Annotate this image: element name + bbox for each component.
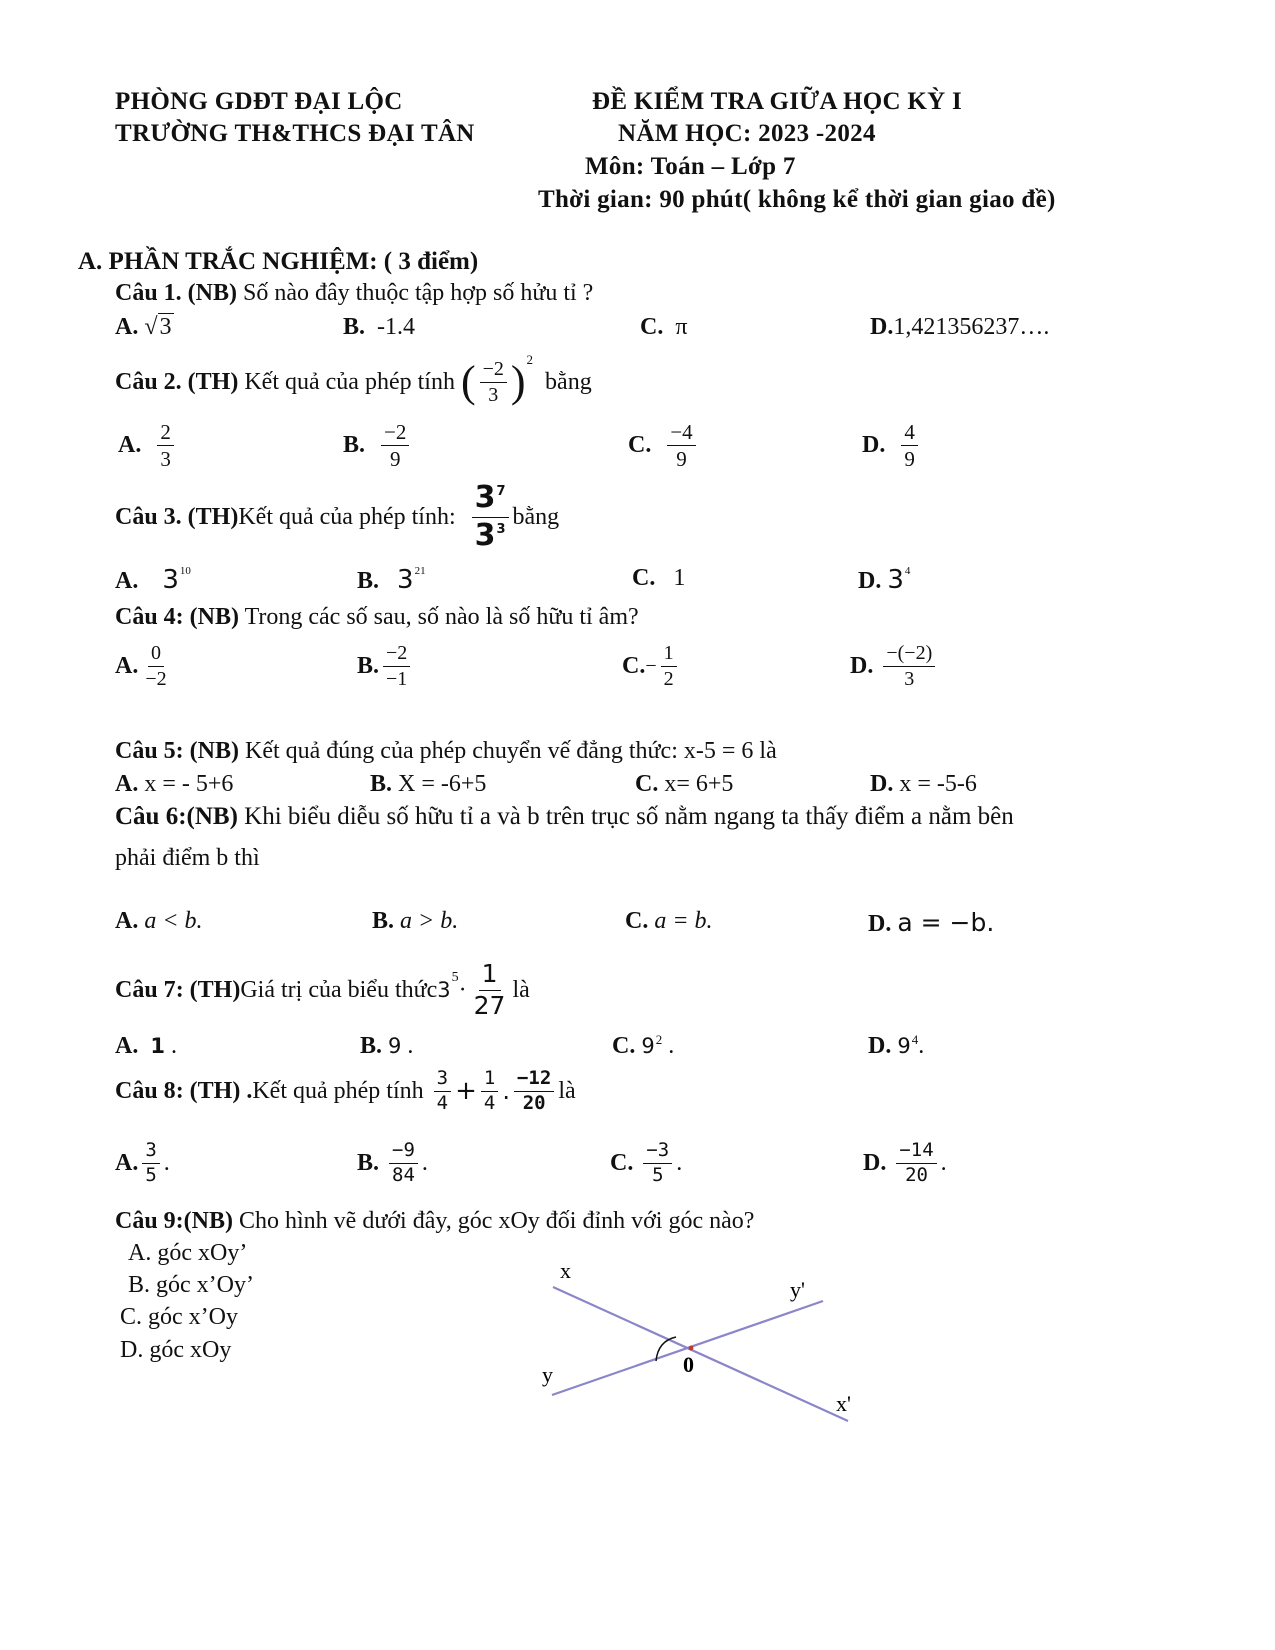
numerator: 2 xyxy=(157,420,174,446)
q7-option-c: C. $9^2$ . xyxy=(612,1032,675,1059)
option-label: C. xyxy=(622,653,646,679)
option-label: C. xyxy=(628,432,652,459)
denominator: 27 xyxy=(473,990,506,1020)
q5-option-c xyxy=(635,771,733,798)
header-right-line1: ĐỀ KIỂM TRA GIỮA HỌC KỲ I xyxy=(592,88,963,115)
q1-text: Số nào đây thuộc tập hợp số hửu tỉ ? xyxy=(237,280,594,306)
q8-label2: : (TH) . xyxy=(175,1077,253,1104)
q7-text: Giá trị của biểu thức xyxy=(240,976,438,1003)
exponent: 7 xyxy=(496,484,506,499)
numerator: −12 xyxy=(514,1068,554,1092)
option-label: D. xyxy=(858,568,882,594)
option-label: A xyxy=(128,1240,146,1266)
q2-expression-fraction xyxy=(480,358,507,407)
q5-label: Câu 5: (NB) xyxy=(115,738,239,764)
denominator: 5 xyxy=(652,1163,664,1186)
option-value: x = -5-6 xyxy=(899,771,977,797)
option-label: D xyxy=(120,1337,138,1363)
q8-after: là xyxy=(558,1077,576,1104)
q7-label: Câu 7 xyxy=(115,976,176,1003)
q9-option-a xyxy=(128,1240,247,1267)
option-label: B. xyxy=(372,908,395,934)
q4-label: Câu 4: (NB) xyxy=(115,604,239,630)
numerator: −9 xyxy=(389,1140,418,1164)
denominator: 9 xyxy=(904,447,915,472)
option-label: A. xyxy=(115,908,139,934)
exponent: 2 xyxy=(526,352,534,367)
option-label: D. xyxy=(870,314,894,340)
q2-option-b xyxy=(343,420,413,471)
right-paren: ) xyxy=(510,357,526,406)
option-label: B. xyxy=(343,314,366,340)
q2-after: bằng xyxy=(545,368,592,395)
exponent: 10 xyxy=(179,565,191,577)
line-y-y-prime xyxy=(552,1301,823,1395)
header-right-line2: NĂM HỌC: 2023 -2024 xyxy=(618,120,876,147)
q9-option-b xyxy=(128,1272,254,1299)
q4-option-b xyxy=(357,642,414,691)
exponent: 4 xyxy=(904,565,911,577)
q3-expression-fraction xyxy=(472,481,509,553)
base: 3 xyxy=(162,565,179,595)
option-label: A. xyxy=(115,1149,139,1176)
q6-option-b xyxy=(372,908,458,935)
base: 3 xyxy=(437,978,451,1002)
header-subject: Môn: Toán – Lớp 7 xyxy=(585,153,796,180)
option-value: a = b. xyxy=(654,908,713,934)
q1-option-d xyxy=(870,314,1049,341)
q7-option-d: D. $9^4$. xyxy=(868,1032,925,1059)
q6-text: Khi biểu diễu số hữu tỉ a và b trên trục số nằm ngang ta thấy điểm a nằm bên xyxy=(237,803,1014,830)
option-label: B. xyxy=(343,432,366,459)
option-label: A. xyxy=(115,1033,139,1059)
option-label: C. xyxy=(610,1149,634,1176)
q8-option-c: C. $\frac{-3}{5}$ . xyxy=(610,1139,683,1186)
option-value: . góc x’Oy’ xyxy=(144,1272,254,1298)
q4-option-d xyxy=(850,642,939,691)
label-y: y xyxy=(542,1362,553,1387)
q8-option-b: B. $\frac{-9}{84}$ . xyxy=(357,1139,428,1186)
option-label: A. xyxy=(118,432,142,459)
question-8: Câu 8 : (TH) . Kết quả phép tính $\frac{3}{4}$ + $\frac{1}{4}$ . $\frac{-12}{20}$ là xyxy=(115,1066,576,1114)
q8-option-d: D. $\frac{-14}{20}$ . xyxy=(863,1139,947,1186)
header-left-line1: PHÒNG GDĐT ĐẠI LỘC xyxy=(115,88,403,115)
option-value: a < b. xyxy=(144,908,203,934)
q3-option-c xyxy=(632,565,685,592)
sqrt-expression: √3 xyxy=(144,314,172,340)
q2-option-c xyxy=(628,420,700,471)
q6-option-c xyxy=(625,908,713,935)
q3-label: Câu 3. (TH) xyxy=(115,503,239,530)
exponent: 3 xyxy=(496,521,506,537)
q3-after: bằng xyxy=(512,503,560,530)
numerator: 1 xyxy=(481,1068,498,1092)
q3-option-b xyxy=(357,565,426,595)
option-label: D. xyxy=(863,1149,887,1176)
label-o: 0 xyxy=(683,1352,694,1377)
denominator xyxy=(472,518,509,554)
denominator: 3 xyxy=(160,447,171,472)
question-1 xyxy=(115,280,593,307)
option-label: B. xyxy=(357,653,380,679)
denominator: 84 xyxy=(392,1163,415,1186)
numerator: 3 xyxy=(434,1068,451,1092)
denominator: 9 xyxy=(389,447,401,472)
q5-option-b xyxy=(370,771,486,798)
q5-option-a xyxy=(115,771,233,798)
numerator: 0 xyxy=(148,642,164,667)
option-label: A. xyxy=(115,568,139,594)
numerator: −(−2) xyxy=(883,642,935,667)
left-paren: ( xyxy=(460,357,476,406)
q6-option-a xyxy=(115,908,203,935)
option-value: X = -6+5 xyxy=(398,771,487,797)
option-label: B. xyxy=(357,1149,380,1176)
question-2 xyxy=(115,350,592,414)
q7-label2: : (TH) xyxy=(175,976,241,1003)
question-4 xyxy=(115,604,639,631)
option-label: C. xyxy=(625,908,649,934)
q9-text: Cho hình vẽ dưới đây, góc xOy đối đỉnh với góc nào? xyxy=(233,1208,755,1234)
q6-text-line2: phải điểm b thì xyxy=(115,845,260,871)
option-label: B. xyxy=(357,568,380,594)
option-label: A. xyxy=(115,314,139,340)
option-value: . góc xOy’ xyxy=(145,1240,248,1266)
option-value: 9 xyxy=(388,1034,402,1058)
exponent: 21 xyxy=(414,565,426,577)
denominator: 2 xyxy=(663,668,674,690)
option-value: 1 xyxy=(150,1034,165,1058)
denominator: −1 xyxy=(386,668,408,690)
numerator: −3 xyxy=(643,1140,672,1164)
numerator: 4 xyxy=(901,420,918,446)
q2-label: Câu 2. (TH) xyxy=(115,368,239,395)
option-label: A. xyxy=(115,771,139,797)
q2-text: Kết quả của phép tính xyxy=(244,368,455,395)
numerator xyxy=(472,481,509,518)
numerator: −4 xyxy=(667,420,695,446)
base: 3 xyxy=(887,565,904,595)
q1-option-b xyxy=(343,314,415,341)
option-value: . góc xOy xyxy=(137,1337,232,1363)
option-label: C. xyxy=(632,565,656,591)
q8-option-a: A. $\frac{3}{5}$ . xyxy=(115,1139,170,1186)
option-value: x= 6+5 xyxy=(664,771,734,797)
q7-option-a: A. 1 . xyxy=(115,1033,177,1059)
q9-option-d xyxy=(120,1337,231,1364)
base: 3 xyxy=(474,517,496,553)
question-5 xyxy=(115,738,777,765)
q8-text: Kết quả phép tính xyxy=(252,1077,424,1104)
label-x: x xyxy=(560,1258,571,1283)
option-value: 1 xyxy=(673,565,686,591)
denominator: 3 xyxy=(904,668,915,690)
q4-text: Trong các số sau, số nào là số hữu tỉ âm? xyxy=(239,604,639,630)
label-y-prime: y' xyxy=(790,1277,805,1302)
option-value: π xyxy=(675,314,688,340)
option-label: A. xyxy=(115,653,139,679)
q7-after: là xyxy=(512,976,530,1003)
q6-label: Câu 6:(NB) xyxy=(115,803,238,830)
base: 9 xyxy=(897,1034,911,1058)
option-value: x = - 5+6 xyxy=(144,771,234,797)
option-value: 1,421356237…. xyxy=(893,314,1050,340)
option-label: C. xyxy=(612,1033,636,1059)
base: 3 xyxy=(474,480,496,515)
exponent: 4 xyxy=(911,1032,919,1047)
option-label: B. xyxy=(370,771,393,797)
option-label: D. xyxy=(850,653,874,679)
numerator: −14 xyxy=(896,1140,936,1164)
option-label: C. xyxy=(640,314,664,340)
q2-option-a xyxy=(118,420,178,471)
denominator: 20 xyxy=(522,1091,546,1114)
exponent: 2 xyxy=(655,1032,663,1047)
denominator: 4 xyxy=(436,1091,449,1114)
option-value: . góc x’Oy xyxy=(136,1304,238,1330)
option-label: B xyxy=(128,1272,145,1298)
option-label: D. xyxy=(868,911,892,937)
base: 9 xyxy=(641,1034,655,1058)
section-a-title: A. PHẦN TRẮC NGHIỆM: ( 3 điểm) xyxy=(78,248,479,275)
q3-text: Kết quả của phép tính: xyxy=(238,503,456,530)
q4-option-c xyxy=(622,642,681,691)
vertical-angles-figure xyxy=(520,1255,860,1440)
header-time: Thời gian: 90 phút( không kể thời gian giao đề) xyxy=(538,186,1056,213)
numerator: −2 xyxy=(381,420,409,446)
q7-option-b: B. 9 . xyxy=(360,1033,414,1059)
option-label: D. xyxy=(870,771,894,797)
q5-text: Kết quả đúng của phép chuyển vế đẳng thức: x-5 = 6 là xyxy=(239,738,777,764)
option-label: B. xyxy=(360,1033,383,1059)
option-value: -1.4 xyxy=(377,314,416,340)
point-o xyxy=(689,1346,694,1351)
option-value: a > b. xyxy=(400,908,459,934)
option-value: a = −b. xyxy=(897,908,995,937)
q6-option-d xyxy=(868,908,994,938)
denominator: 20 xyxy=(905,1163,928,1186)
q1-option-c xyxy=(640,314,687,341)
numerator: 1 xyxy=(479,960,501,991)
option-label: C xyxy=(120,1304,137,1330)
q4-option-a xyxy=(115,642,174,691)
question-7: Câu 7 : (TH) Giá trị của biểu thức 3 5 · $\frac{1}{27}$ là xyxy=(115,958,530,1020)
denominator: 4 xyxy=(483,1091,496,1114)
q3-option-a xyxy=(115,565,191,595)
numerator: 3 xyxy=(142,1140,159,1164)
q8-label: Câu 8 xyxy=(115,1077,176,1104)
question-3 xyxy=(115,482,559,552)
option-label: D. xyxy=(868,1033,892,1059)
q5-option-d xyxy=(870,771,977,798)
radicand: 3 xyxy=(159,314,172,340)
question-9 xyxy=(115,1208,754,1235)
q3-option-d xyxy=(858,565,910,595)
denominator: 5 xyxy=(145,1163,157,1186)
denominator: −2 xyxy=(145,668,167,690)
q9-label: Câu 9:(NB) xyxy=(115,1208,233,1234)
option-label: D. xyxy=(862,432,886,459)
option-label: C. xyxy=(635,771,659,797)
exponent: 5 xyxy=(451,970,459,985)
numerator: −2 xyxy=(383,642,410,667)
denominator: 3 xyxy=(488,383,499,406)
sign: − xyxy=(645,655,657,677)
q1-option-a xyxy=(115,314,174,341)
header-left-line2: TRƯỜNG TH&THCS ĐẠI TÂN xyxy=(115,120,475,147)
q9-option-c xyxy=(120,1304,238,1331)
q2-option-d xyxy=(862,420,922,471)
denominator: 9 xyxy=(676,447,687,472)
base: 3 xyxy=(397,565,414,595)
numerator: 1 xyxy=(661,642,677,667)
numerator: −2 xyxy=(480,358,507,383)
label-x-prime: x' xyxy=(836,1391,851,1416)
question-6 xyxy=(115,803,1014,831)
q1-label: Câu 1. (NB) xyxy=(115,280,238,306)
